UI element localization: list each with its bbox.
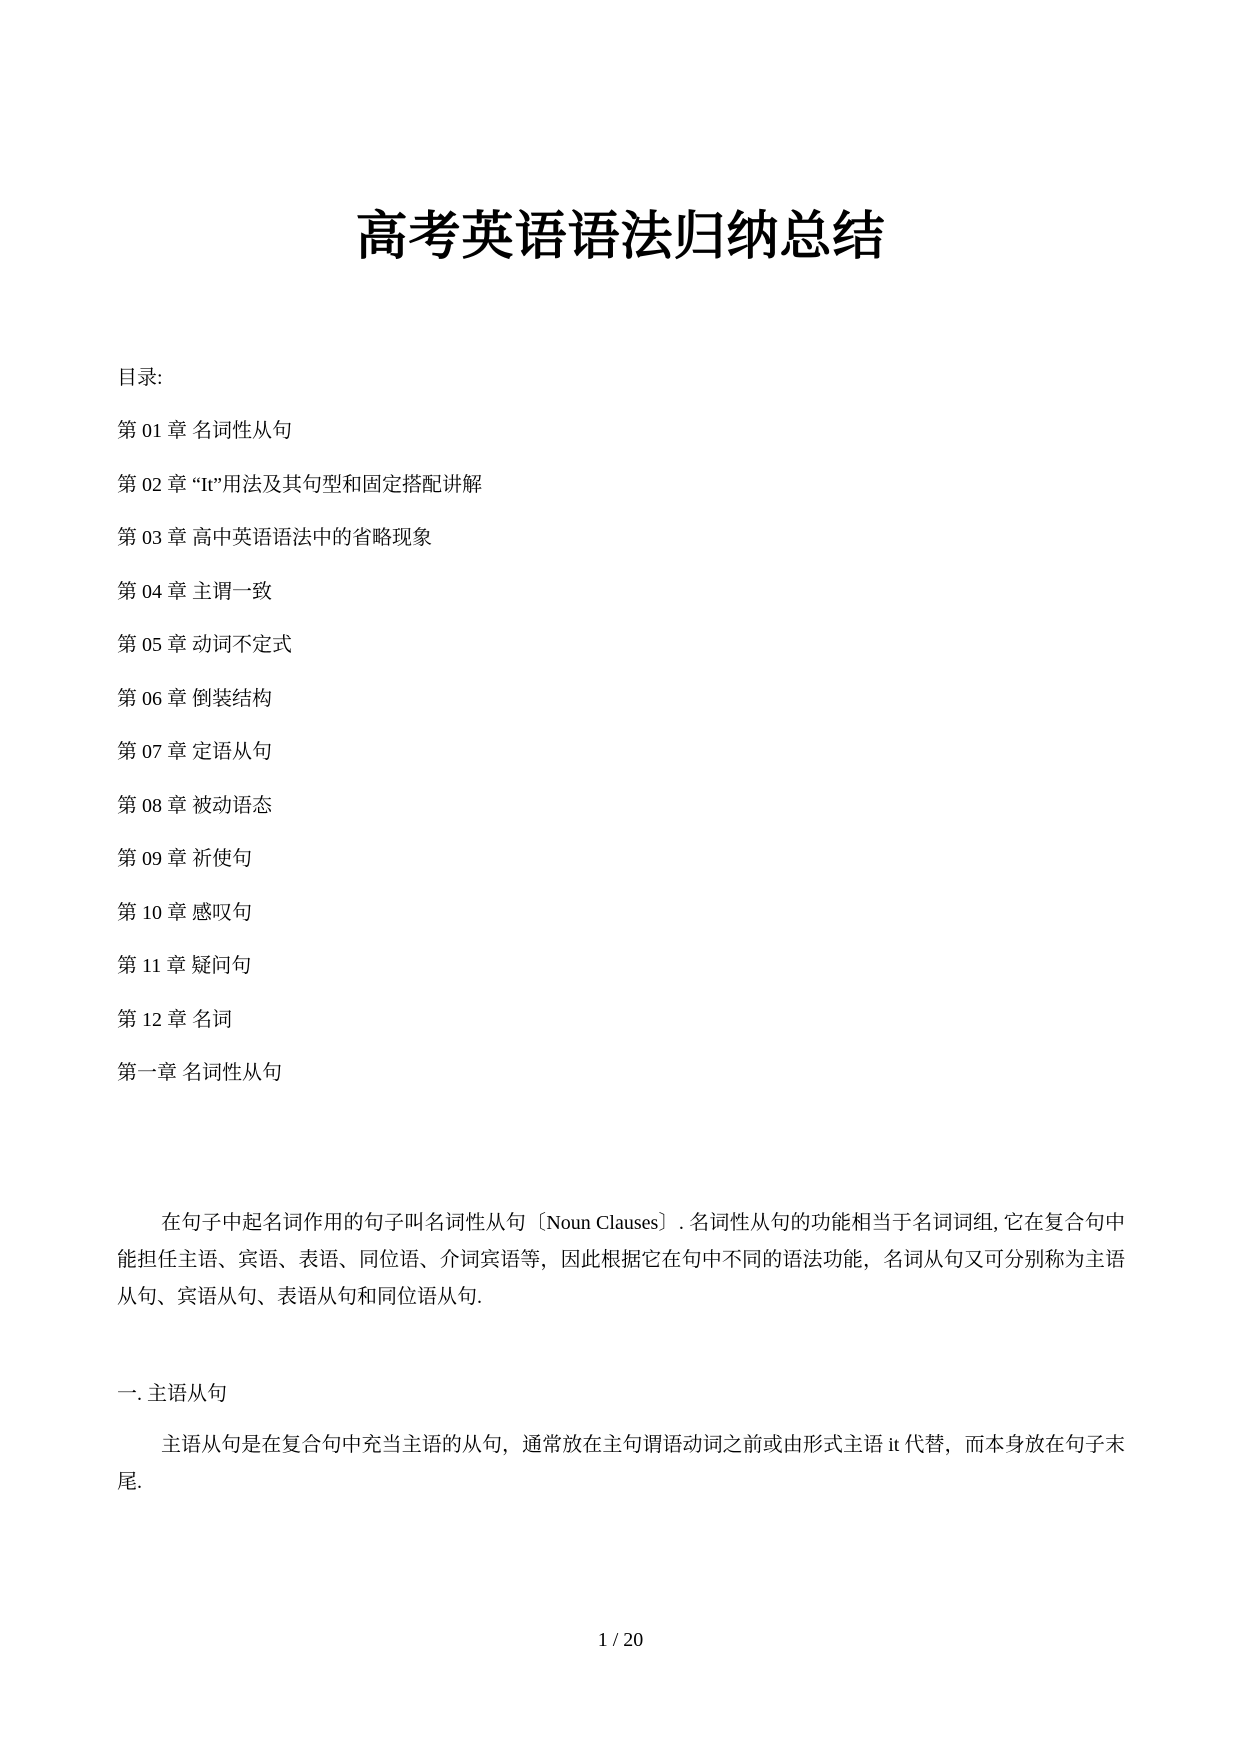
toc-label: 目录: — [117, 367, 163, 389]
toc-item: 第 06 章 倒装结构 — [117, 687, 272, 710]
toc-item: 第一章 名词性从句 — [117, 1062, 282, 1084]
toc-item: 第 10 章 感叹句 — [117, 901, 252, 924]
toc-item: 第 11 章 疑问句 — [117, 955, 252, 977]
document-title: 高考英语语法归纳总结 — [355, 206, 886, 267]
toc-item: 第 12 章 名词 — [117, 1008, 232, 1031]
toc-item: 第 03 章 高中英语语法中的省略现象 — [117, 527, 432, 549]
subject-clause-paragraph: 主语从句是在复合句中充当主语的从句，通常放在主句谓语动词之前或由形式主语 it 代替，而本身放在句子末尾. — [117, 1434, 1125, 1493]
toc-item: 第 02 章 “It”用法及其句型和固定搭配讲解 — [117, 473, 482, 496]
toc-item: 第 01 章 名词性从句 — [117, 420, 292, 442]
toc-item: 第 07 章 定语从句 — [117, 741, 272, 763]
toc-item: 第 08 章 被动语态 — [117, 794, 272, 817]
section-heading: 一. 主语从句 — [117, 1383, 227, 1405]
toc-item: 第 04 章 主谓一致 — [117, 580, 272, 603]
intro-paragraph: 在句子中起名词作用的句子叫名词性从句〔Noun Clauses〕. 名词性从句的功能相当于名词词组, 它在复合句中能担任主语、宾语、表语、同位语、介词宾语等，因此根据它在句中不同的语法功能，名词从句又可分别称为主语从句、宾语从句、表语从句和同位语从句. — [117, 1212, 1125, 1308]
toc-item: 第 05 章 动词不定式 — [117, 634, 292, 656]
page-number: 1 / 20 — [597, 1629, 644, 1651]
toc-item: 第 09 章 祈使句 — [117, 848, 252, 870]
table-of-contents — [117, 417, 482, 1113]
